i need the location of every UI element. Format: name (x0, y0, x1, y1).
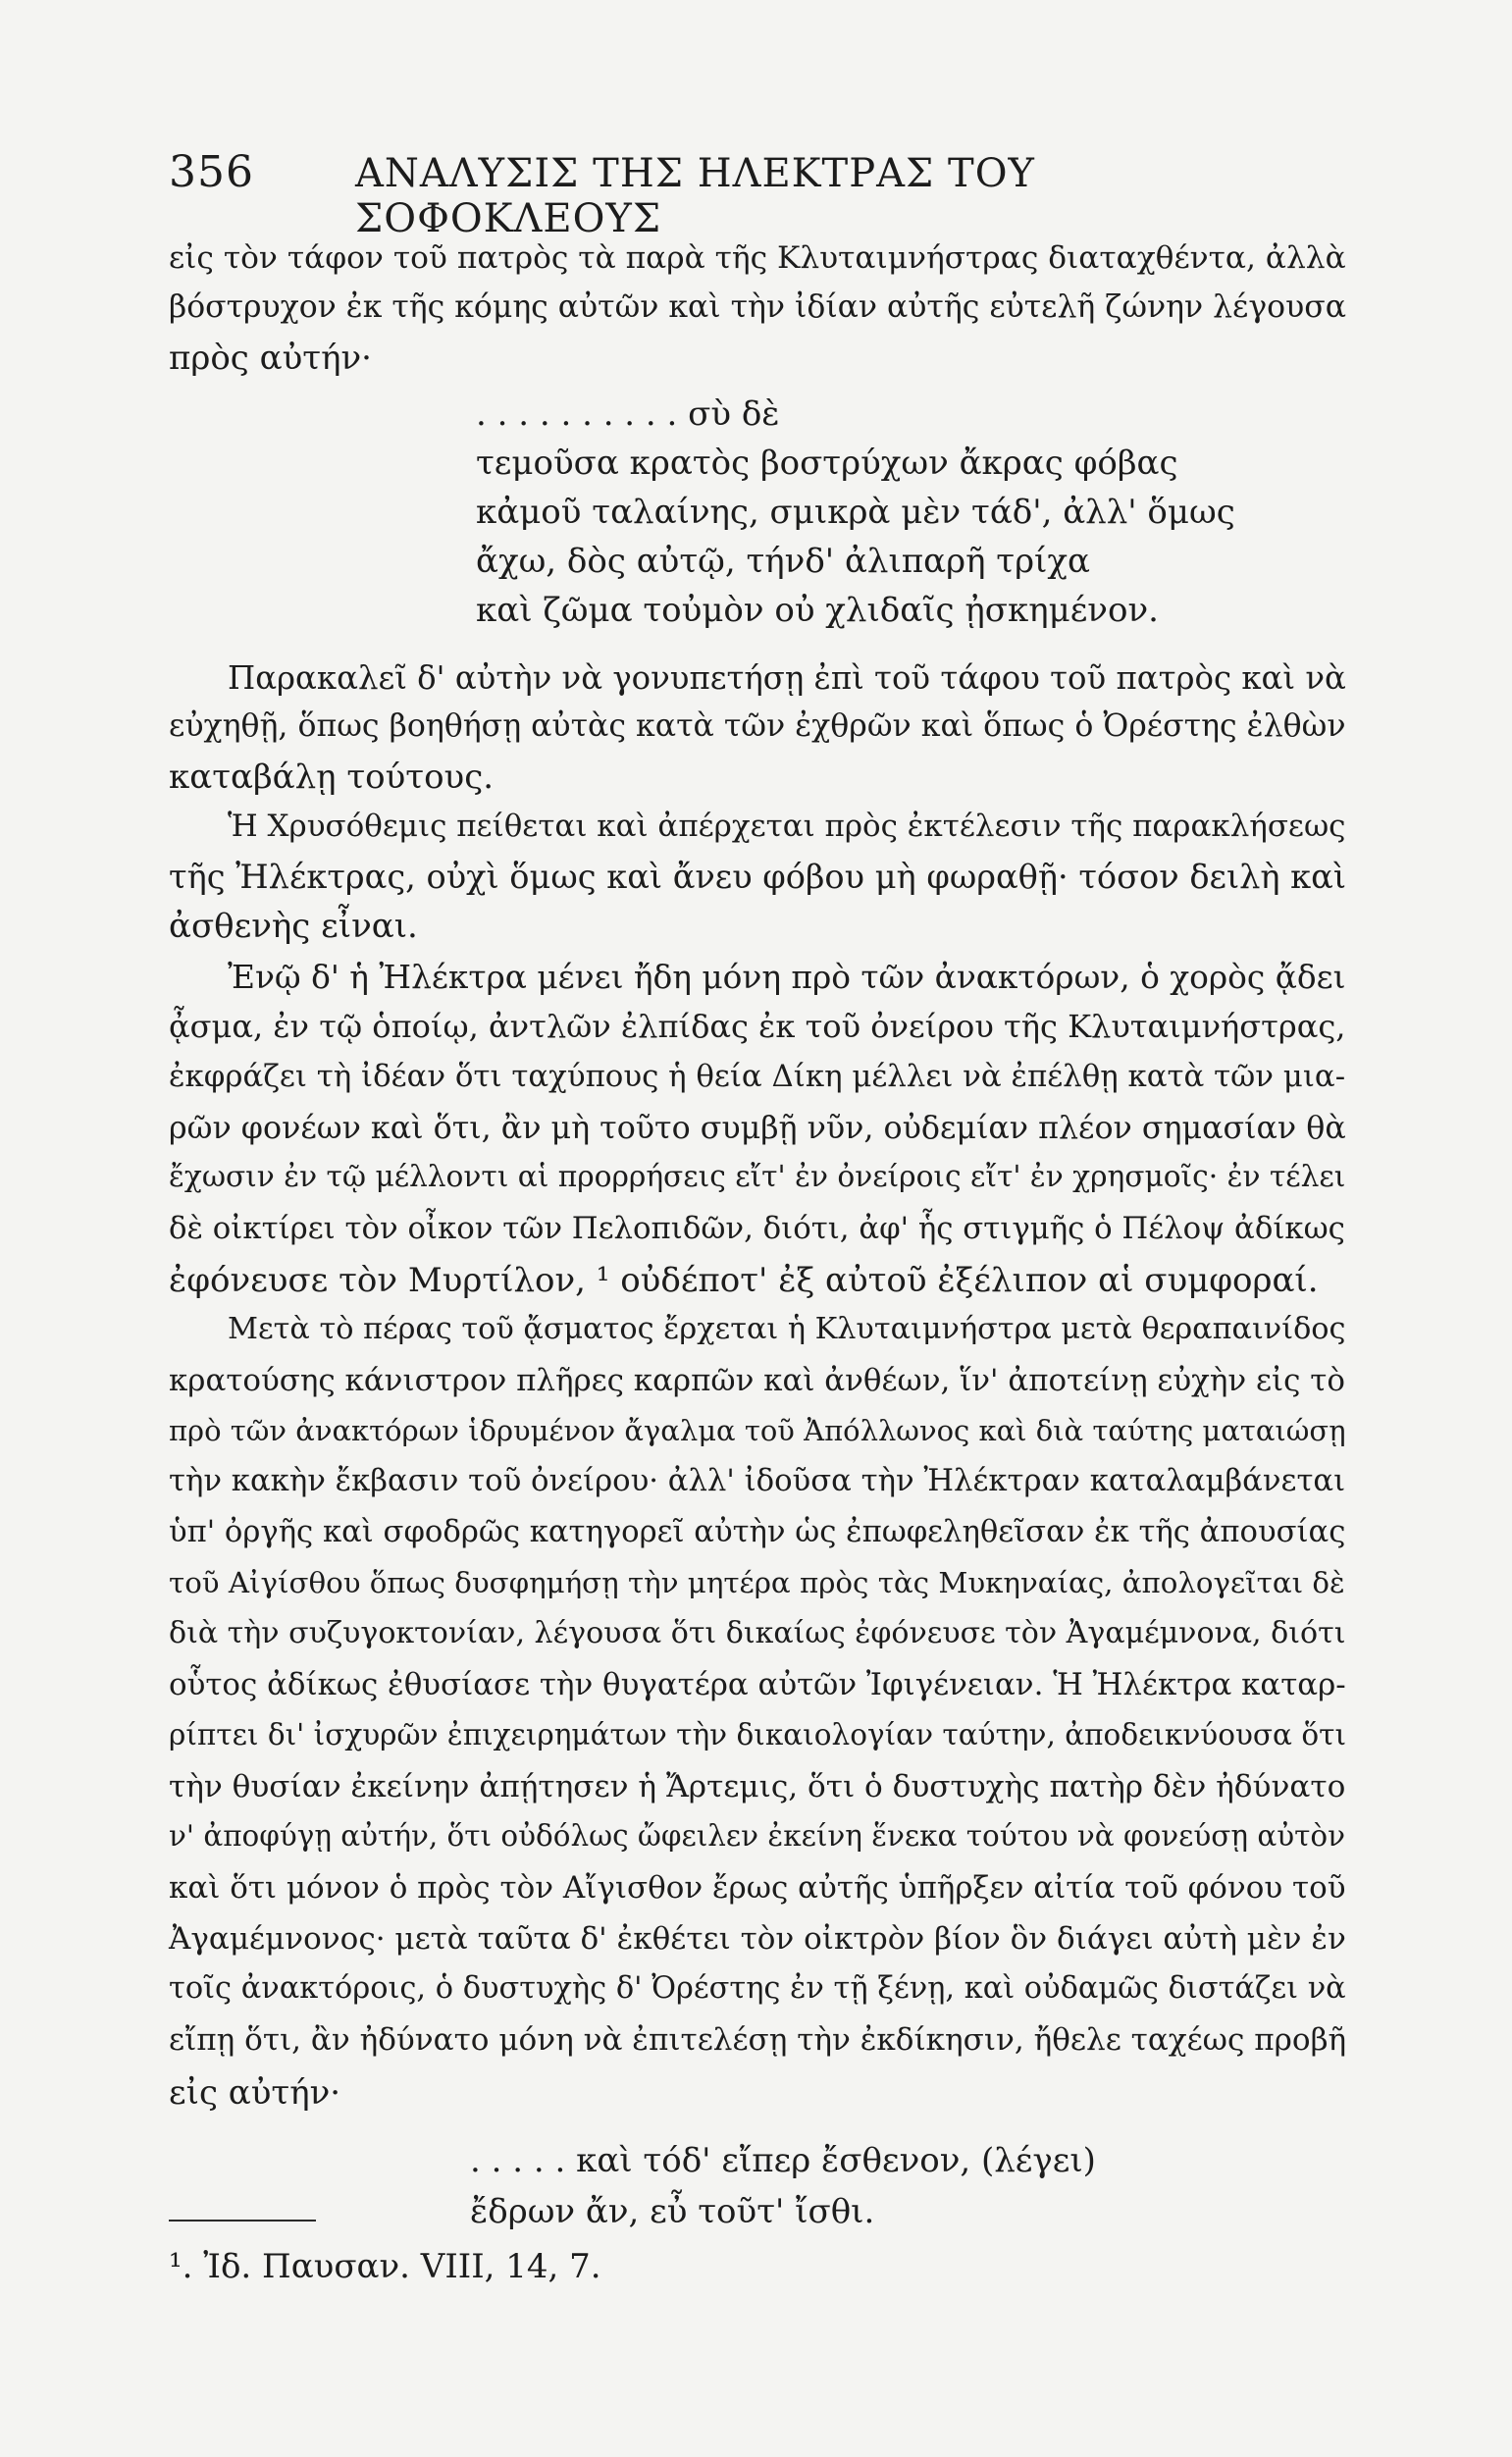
text-line: Ἀγαμέμνονος· μετὰ ταῦτα δ' ἐκθέτει τὸν οἰκτρὸν βίον ὃν διάγει αὐτὴ μὲν ἐν (169, 1921, 1346, 1957)
text-line: ᾆσμα, ἐν τῷ ὁποίῳ, ἀντλῶν ἐλπίδας ἐκ τοῦ ὀνείρου τῆς Κλυταιμνήστρας, (169, 1008, 1346, 1045)
verse-line: καὶ ζῶμα τοὐμὸν οὐ χλιδαῖς ᾐσκημένον. (476, 591, 1159, 630)
text-line: διὰ τὴν συζυγοκτονίαν, λέγουσα ὅτι δικαίως ἐφόνευσε τὸν Ἀγαμέμνονα, διότι (169, 1616, 1346, 1650)
text-line: καὶ ὅτι μόνον ὁ πρὸς τὸν Αἴγισθον ἔρως αὐτῆς ὑπῆρξεν αἰτία τοῦ φόνου τοῦ (169, 1870, 1346, 1906)
footnote: ¹. Ἰδ. Παυσαν. VIII, 14, 7. (169, 2247, 601, 2286)
text-line: Μετὰ τὸ πέρας τοῦ ᾄσματος ἔρχεται ἡ Κλυταιμνήστρα μετὰ θεραπαινίδος (228, 1312, 1346, 1346)
text-line: ὑπ' ὀργῆς καὶ σφοδρῶς κατηγορεῖ αὐτὴν ὡς ἐπωφεληθεῖσαν ἐκ τῆς ἀπουσίας (169, 1515, 1346, 1549)
footnote-divider (169, 2220, 316, 2222)
verse-line: . . . . . . . . . . σὺ δὲ (476, 394, 780, 434)
text-line: τοῦ Αἰγίσθου ὅπως δυσφημήσῃ τὴν μητέρα πρὸς τὰς Μυκηναίας, ἀπολογεῖται δὲ (169, 1566, 1345, 1599)
text-line: καταβάλῃ τούτους. (169, 758, 495, 797)
text-line: πρὸς αὐτήν· (169, 339, 372, 378)
text-line: Ἐνῷ δ' ἡ Ἠλέκτρα μένει ἤδη μόνη πρὸ τῶν ἀνακτόρων, ὁ χορὸς ᾄδει (228, 959, 1346, 996)
text-line: εἰς αὐτήν· (169, 2073, 341, 2113)
text-line: τοῖς ἀνακτόροις, ὁ δυστυχὴς δ' Ὀρέστης ἐν τῇ ξένῃ, καὶ οὐδαμῶς διστάζει νὰ (169, 1971, 1346, 2006)
text-line: ρίπτει δι' ἰσχυρῶν ἐπιχειρημάτων τὴν δικαιολογίαν ταύτην, ἀποδεικνύουσα ὅτι (169, 1718, 1347, 1751)
text-line: εἴπῃ ὅτι, ἂν ἠδύνατο μόνη νὰ ἐπιτελέσῃ τὴν ἐκδίκησιν, ἤθελε ταχέως προβῆ (169, 2022, 1347, 2058)
text-line: εἰς τὸν τάφον τοῦ πατρὸς τὰ παρὰ τῆς Κλυταιμνήστρας διαταχθέντα, ἀλλὰ (169, 240, 1346, 276)
verse-line: . . . . . καὶ τόδ' εἴπερ ἔσθενον, (λέγει) (470, 2141, 1096, 2180)
text-line: Παρακαλεῖ δ' αὐτὴν νὰ γονυπετήσῃ ἐπὶ τοῦ τάφου τοῦ πατρὸς καὶ νὰ (228, 659, 1346, 697)
verse-line: ἔδρων ἄν, εὖ τοῦτ' ἴσθι. (470, 2192, 875, 2231)
text-line: δὲ οἰκτίρει τὸν οἶκον τῶν Πελοπιδῶν, διότι, ἀφ' ἧς στιγμῆς ὁ Πέλοψ ἀδίκως (169, 1211, 1345, 1246)
text-line: τὴν θυσίαν ἐκείνην ἀπῄτησεν ἡ Ἄρτεμις, ὅτι ὁ δυστυχὴς πατὴρ δὲν ἠδύνατο (169, 1769, 1346, 1804)
text-line: πρὸ τῶν ἀνακτόρων ἱδρυμένον ἄγαλμα τοῦ Ἀπόλλωνος καὶ διὰ ταύτης ματαιώσῃ (169, 1414, 1346, 1447)
text-line: ἐφόνευσε τὸν Μυρτίλον, ¹ οὐδέποτ' ἐξ αὐτοῦ ἐξέλιπον αἱ συμφοραί. (169, 1261, 1319, 1300)
text-line: εὐχηθῇ, ὅπως βοηθήσῃ αὐτὰς κατὰ τῶν ἐχθρῶν καὶ ὅπως ὁ Ὀρέστης ἐλθὼν (169, 708, 1346, 744)
text-line: ν' ἀποφύγῃ αὐτήν, ὅτι οὐδόλως ὤφειλεν ἐκείνη ἕνεκα τούτου νὰ φονεύσῃ αὐτὸν (169, 1819, 1345, 1853)
text-line: ἐκφράζει τὴ ἰδέαν ὅτι ταχύπους ἡ θεία Δίκη μέλλει νὰ ἐπέλθῃ κατὰ τῶν μια- (169, 1059, 1346, 1094)
verse-line: κἀμοῦ ταλαίνης, σμικρὰ μὲν τάδ', ἀλλ' ὅμως (476, 493, 1235, 532)
text-line: βόστρυχον ἐκ τῆς κόμης αὐτῶν καὶ τὴν ἰδίαν αὐτῆς εὐτελῆ ζώνην λέγουσα (169, 289, 1346, 325)
text-line: οὗτος ἀδίκως ἐθυσίασε τὴν θυγατέρα αὐτῶν Ἰφιγένειαν. Ἡ Ἠλέκτρα καταρ- (169, 1667, 1346, 1702)
text-line: τῆς Ἠλέκτρας, οὐχὶ ὅμως καὶ ἄνευ φόβου μὴ φωραθῇ· τόσον δειλὴ καὶ (169, 858, 1347, 896)
running-title: ΑΝΑΛΥΣΙΣ ΤΗΣ ΗΛΕΚΤΡΑΣ ΤΟΥ ΣΟΦΟΚΛΕΟΥΣ (355, 151, 1035, 241)
page-number: 356 (169, 147, 254, 197)
text-line: ἔχωσιν ἐν τῷ μέλλοντι αἱ προρρήσεις εἴτ' ἐν ὀνείροις εἴτ' ἐν χρησμοῖς· ἐν τέλει (169, 1160, 1346, 1193)
text-line: ἀσθενὴς εἶναι. (169, 907, 418, 946)
page-header (169, 147, 1346, 241)
text-line: κρατούσης κάνιστρον πλῆρες καρπῶν καὶ ἀνθέων, ἵν' ἀποτείνῃ εὐχὴν εἰς τὸ (169, 1363, 1345, 1398)
text-line: τὴν κακὴν ἔκβασιν τοῦ ὀνείρου· ἀλλ' ἰδοῦσα τὴν Ἠλέκτραν καταλαμβάνεται (169, 1464, 1346, 1498)
verse-line: ἄχω, δὸς αὐτῷ, τήνδ' ἀλιπαρῆ τρίχα (476, 542, 1090, 581)
text-line: ρῶν φονέων καὶ ὅτι, ἂν μὴ τοῦτο συμβῇ νῦν, οὐδεμίαν πλέον σημασίαν θὰ (169, 1111, 1346, 1146)
verse-line: τεμοῦσα κρατὸς βοστρύχων ἄκρας φόβας (476, 444, 1178, 483)
text-line: Ἡ Χρυσόθεμις πείθεται καὶ ἀπέρχεται πρὸς ἐκτέλεσιν τῆς παρακλήσεως (228, 809, 1346, 844)
